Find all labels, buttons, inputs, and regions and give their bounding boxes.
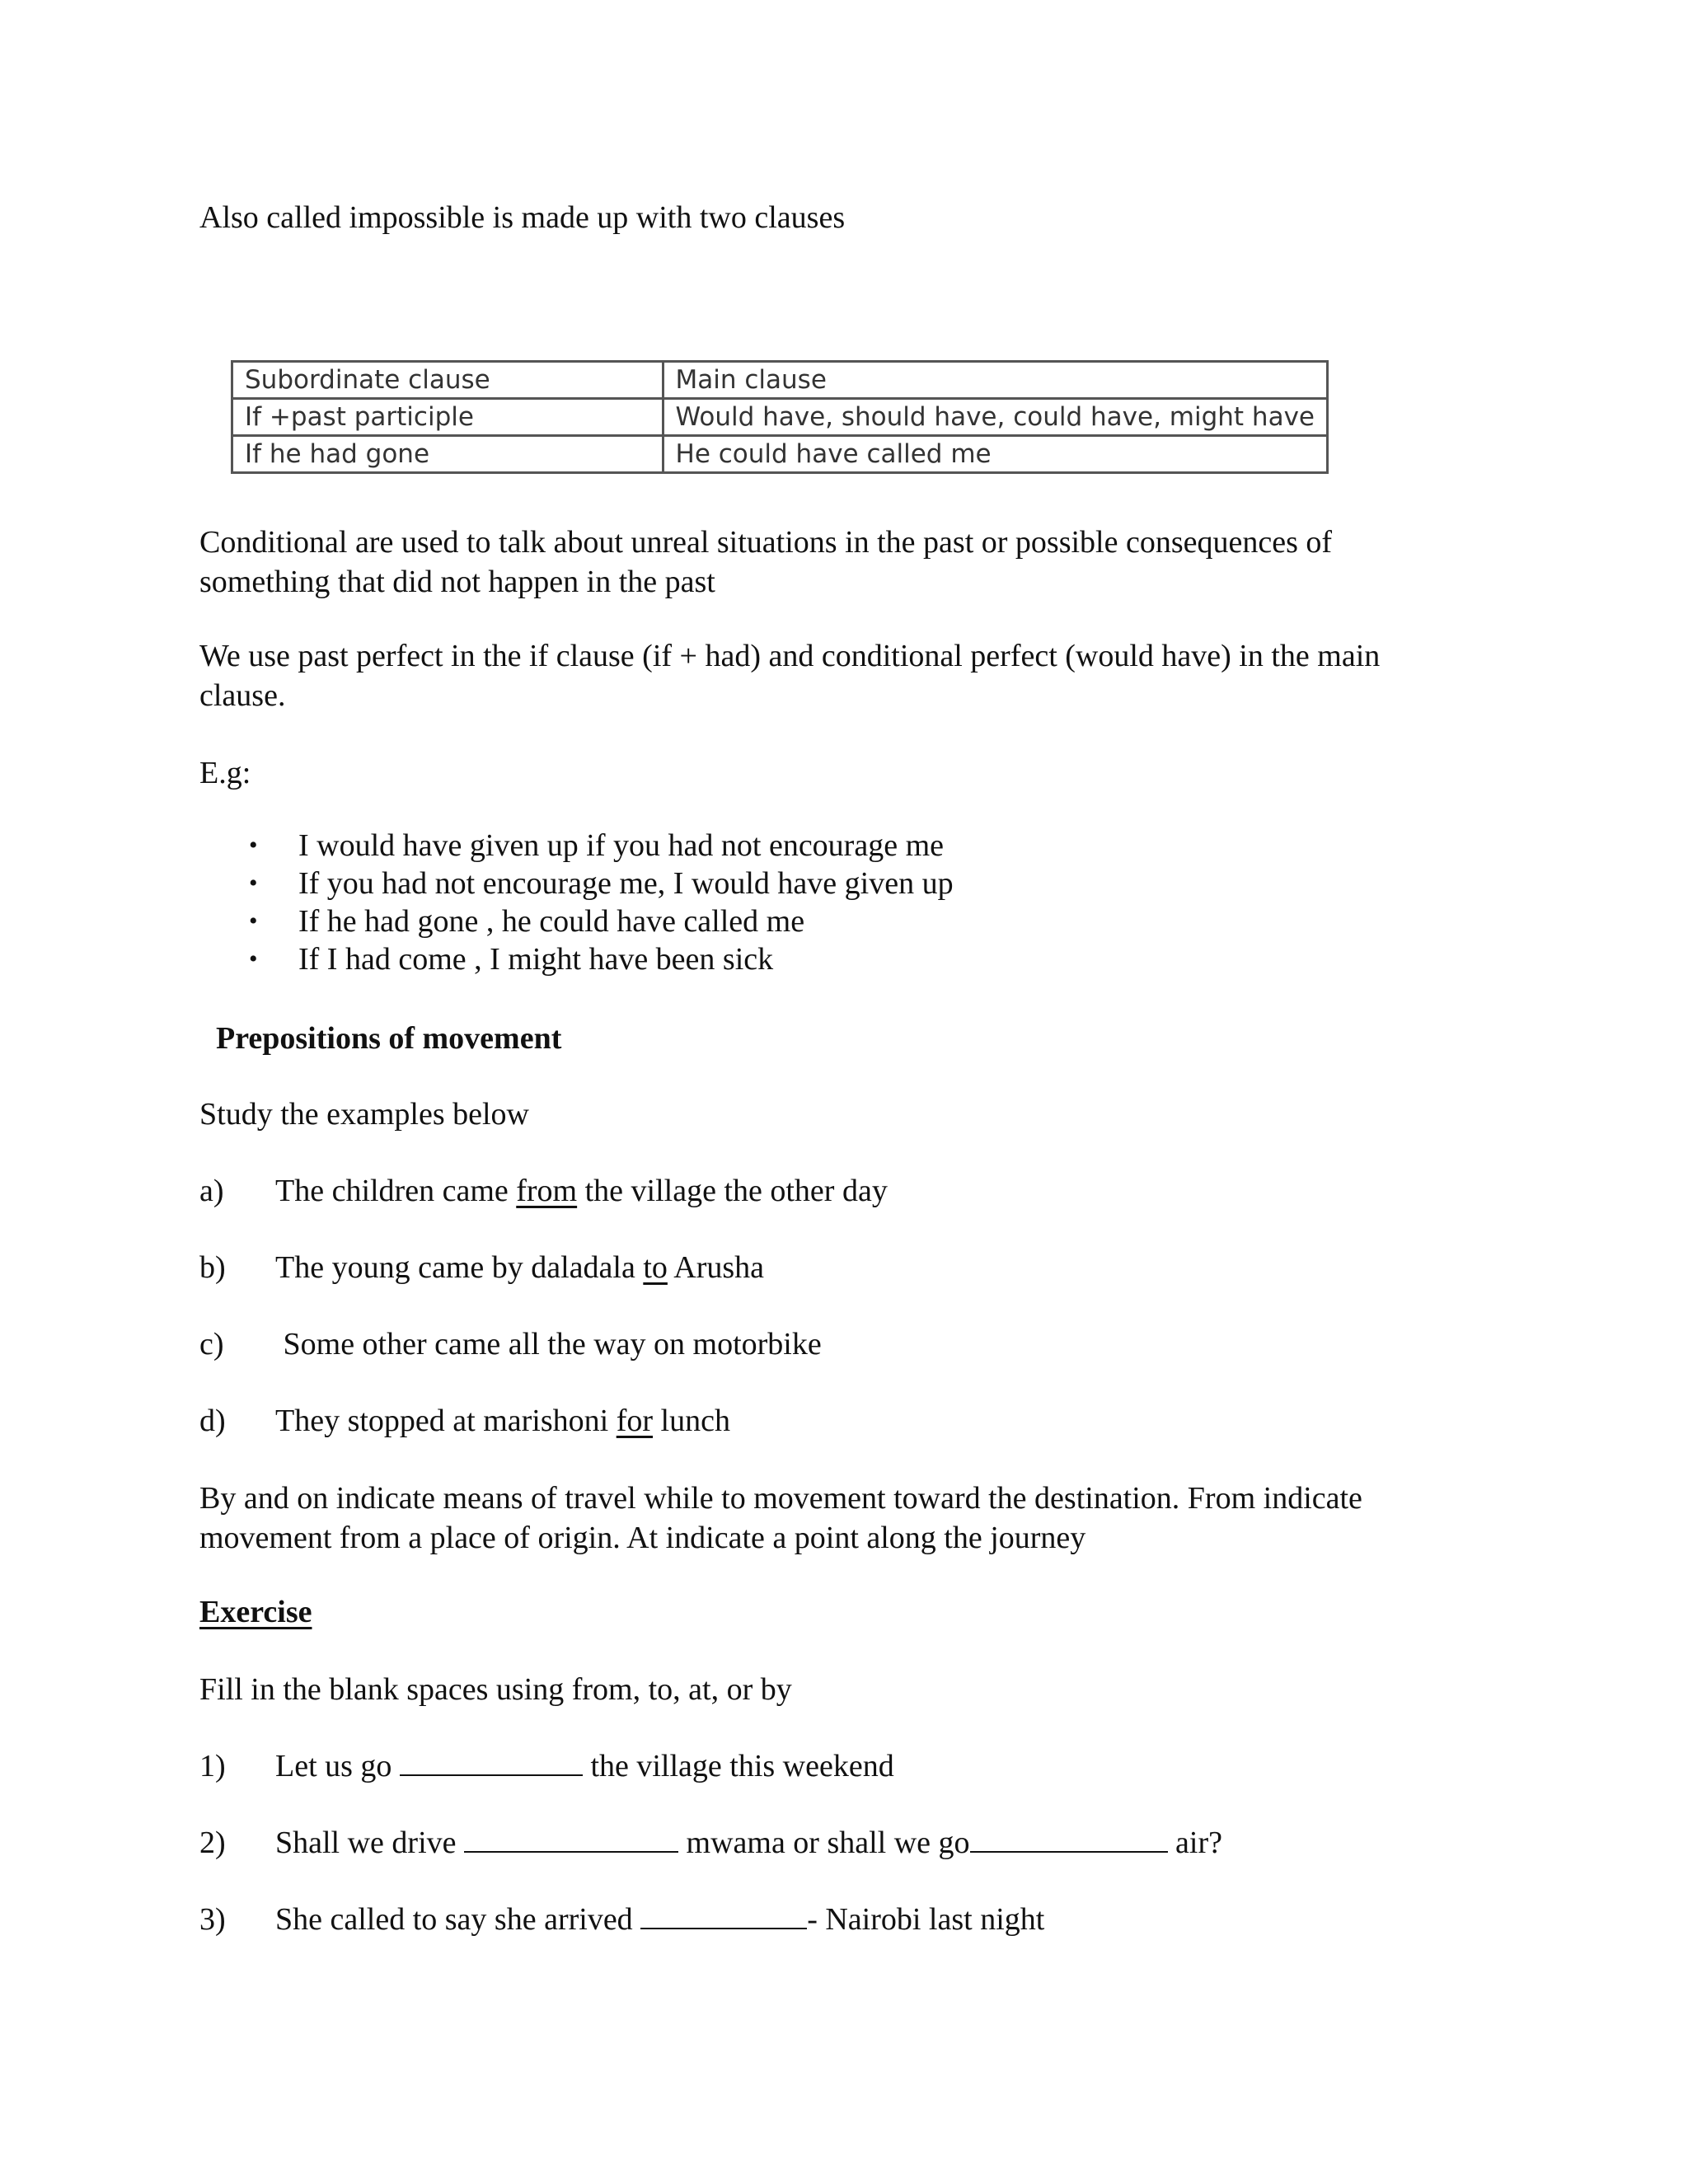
list-item: • If I had come , I might have been sick: [199, 940, 954, 978]
blank-space[interactable]: [400, 1746, 583, 1776]
item-label: c): [199, 1327, 224, 1361]
item-label: b): [199, 1250, 226, 1285]
item-text: air?: [1167, 1825, 1222, 1860]
intro-text: Also called impossible is made up with two clauses: [199, 200, 846, 235]
item-text: They stopped at marishoni: [275, 1404, 617, 1438]
example-a: [199, 1171, 888, 1211]
exercise-2: [199, 1823, 1222, 1863]
item-label: 1): [199, 1749, 226, 1783]
blank-space[interactable]: [970, 1823, 1168, 1853]
study-text: Study the examples below: [199, 1097, 529, 1132]
item-text: Arusha: [667, 1250, 765, 1285]
table-cell: Would have, should have, could have, might have: [663, 399, 1327, 436]
list-item: • If you had not encourage me, I would have given up: [199, 865, 954, 902]
usage-paragraph: We use past perfect in the if clause (if + had) and conditional perfect (would have) in the main clause.: [199, 639, 1381, 713]
explanation-paragraph: By and on indicate means of travel while to movement toward the destination. From indicate movement from a place of origin. At indicate a point along the journey: [199, 1481, 1362, 1555]
item-text: Let us go: [275, 1749, 400, 1783]
item-label: d): [199, 1404, 226, 1438]
table-row: [232, 436, 1328, 473]
table-cell: Subordinate clause: [232, 362, 663, 399]
exercise-3: [199, 1900, 1044, 1939]
exercise-instruction: Fill in the blank spaces using from, to, at, or by: [199, 1672, 792, 1707]
table-cell: Main clause: [663, 362, 1327, 399]
example-b: [199, 1248, 764, 1287]
item-label: 2): [199, 1825, 226, 1860]
blank-space[interactable]: [464, 1823, 678, 1853]
exercise-heading: Exercise: [199, 1595, 312, 1629]
list-item: • If he had gone , he could have called me: [199, 902, 954, 940]
item-text: The young came by daladala: [275, 1250, 644, 1285]
table-cell: If +past participle: [232, 399, 663, 436]
underlined-word: for: [616, 1404, 654, 1438]
item-text: mwama or shall we go: [678, 1825, 970, 1860]
example-d: [199, 1401, 730, 1441]
table-cell: If he had gone: [232, 436, 663, 473]
item-text: - Nairobi last night: [807, 1902, 1045, 1937]
table-row: [232, 399, 1328, 436]
table-row: [232, 362, 1328, 399]
item-text: lunch: [653, 1404, 730, 1438]
table-cell: He could have called me: [663, 436, 1327, 473]
conditional-table: [231, 360, 1329, 474]
item-text: The children came: [275, 1174, 517, 1208]
blank-space[interactable]: [640, 1900, 807, 1929]
exercise-1: [199, 1746, 894, 1786]
item-text: the village the other day: [577, 1174, 888, 1208]
item-text: She called to say she arrived: [275, 1902, 641, 1937]
conditional-paragraph: Conditional are used to talk about unreal situations in the past or possible consequences of something that did not happen in the past: [199, 525, 1333, 599]
item-text: Shall we drive: [275, 1825, 465, 1860]
item-label: a): [199, 1174, 224, 1208]
example-list: [199, 827, 954, 978]
item-text: Some other came all the way on motorbike: [275, 1327, 822, 1361]
item-label: 3): [199, 1902, 226, 1937]
underlined-word: to: [643, 1250, 668, 1285]
underlined-word: from: [516, 1174, 578, 1208]
item-text: the village this weekend: [582, 1749, 894, 1783]
list-item: • I would have given up if you had not encourage me: [199, 827, 954, 865]
example-c: [199, 1324, 822, 1364]
section-heading: Prepositions of movement: [216, 1021, 562, 1056]
eg-label: E.g:: [199, 756, 251, 790]
